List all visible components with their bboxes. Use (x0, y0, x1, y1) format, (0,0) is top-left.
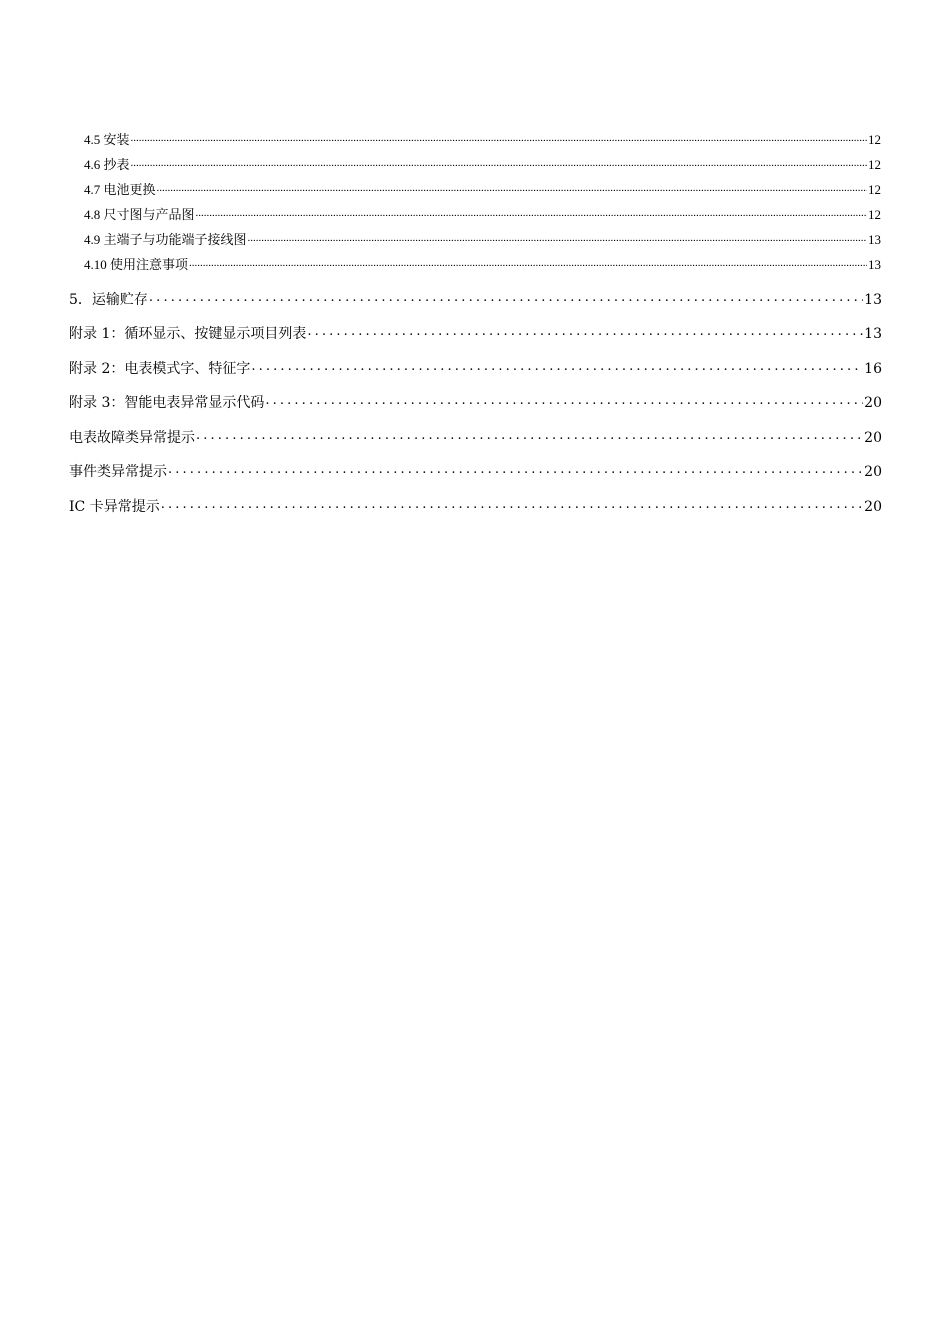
toc-entry-title: 4.10 使用注意事项 (84, 257, 189, 272)
toc-entry-4-7[interactable] (84, 181, 881, 196)
toc-entry-page-number: 16 (864, 361, 882, 377)
dot-leader (149, 290, 863, 304)
toc-entry-page-number: 12 (868, 207, 881, 222)
toc-entry-title: 电表故障类异常提示 (69, 430, 195, 446)
dot-leader (161, 497, 863, 511)
dot-leader (265, 393, 863, 407)
toc-entry-appendix-2[interactable] (69, 359, 882, 376)
toc-entry-title: 附录 3：智能电表异常显示代码 (69, 395, 265, 411)
toc-entry-title: 4.8 尺寸图与产品图 (84, 207, 195, 222)
toc-entry-event-alerts[interactable] (69, 462, 882, 479)
toc-entry-page-number: 20 (864, 499, 882, 515)
toc-entry-4-9[interactable] (84, 231, 881, 246)
dot-leader (196, 206, 867, 219)
toc-entry-ic-card-alerts[interactable] (69, 497, 882, 514)
toc-entry-title: IC 卡异常提示 (69, 499, 160, 515)
toc-entry-title: 事件类异常提示 (69, 464, 167, 480)
dot-leader (131, 156, 867, 169)
toc-entry-4-6[interactable] (84, 156, 881, 171)
toc-entry-5[interactable] (69, 290, 882, 307)
toc-entry-appendix-3[interactable] (69, 393, 882, 410)
dot-leader (131, 131, 867, 144)
toc-entry-page-number: 20 (864, 395, 882, 411)
toc-entry-4-5[interactable] (84, 131, 881, 146)
dot-leader (196, 428, 863, 442)
toc-entry-page-number: 20 (864, 464, 882, 480)
dot-leader (157, 181, 867, 194)
toc-entry-4-10[interactable] (84, 256, 881, 271)
toc-entry-title: 5．运输贮存 (69, 292, 148, 308)
toc-entry-page-number: 13 (868, 257, 881, 272)
toc-entry-page-number: 20 (864, 430, 882, 446)
toc-entry-page-number: 12 (868, 132, 881, 147)
dot-leader (168, 462, 863, 476)
toc-entry-title: 4.6 抄表 (84, 157, 130, 172)
toc-entry-page-number: 12 (868, 157, 881, 172)
dot-leader (251, 359, 863, 373)
toc-entry-page-number: 13 (864, 292, 882, 308)
toc-entry-title: 附录 1：循环显示、按键显示项目列表 (69, 326, 307, 342)
toc-entry-page-number: 12 (868, 182, 881, 197)
toc-entry-title: 4.9 主端子与功能端子接线图 (84, 232, 247, 247)
dot-leader (307, 324, 863, 338)
toc-entry-page-number: 13 (864, 326, 882, 342)
toc-entry-title: 附录 2：电表模式字、特征字 (69, 361, 251, 377)
dot-leader (248, 231, 867, 244)
toc-entry-page-number: 13 (868, 232, 881, 247)
toc-entry-title: 4.7 电池更换 (84, 182, 156, 197)
toc-entry-title: 4.5 安装 (84, 132, 130, 147)
toc-entry-meter-fault-alerts[interactable] (69, 428, 882, 445)
toc-entry-4-8[interactable] (84, 206, 881, 221)
toc-entry-appendix-1[interactable] (69, 324, 882, 341)
dot-leader (189, 256, 867, 269)
